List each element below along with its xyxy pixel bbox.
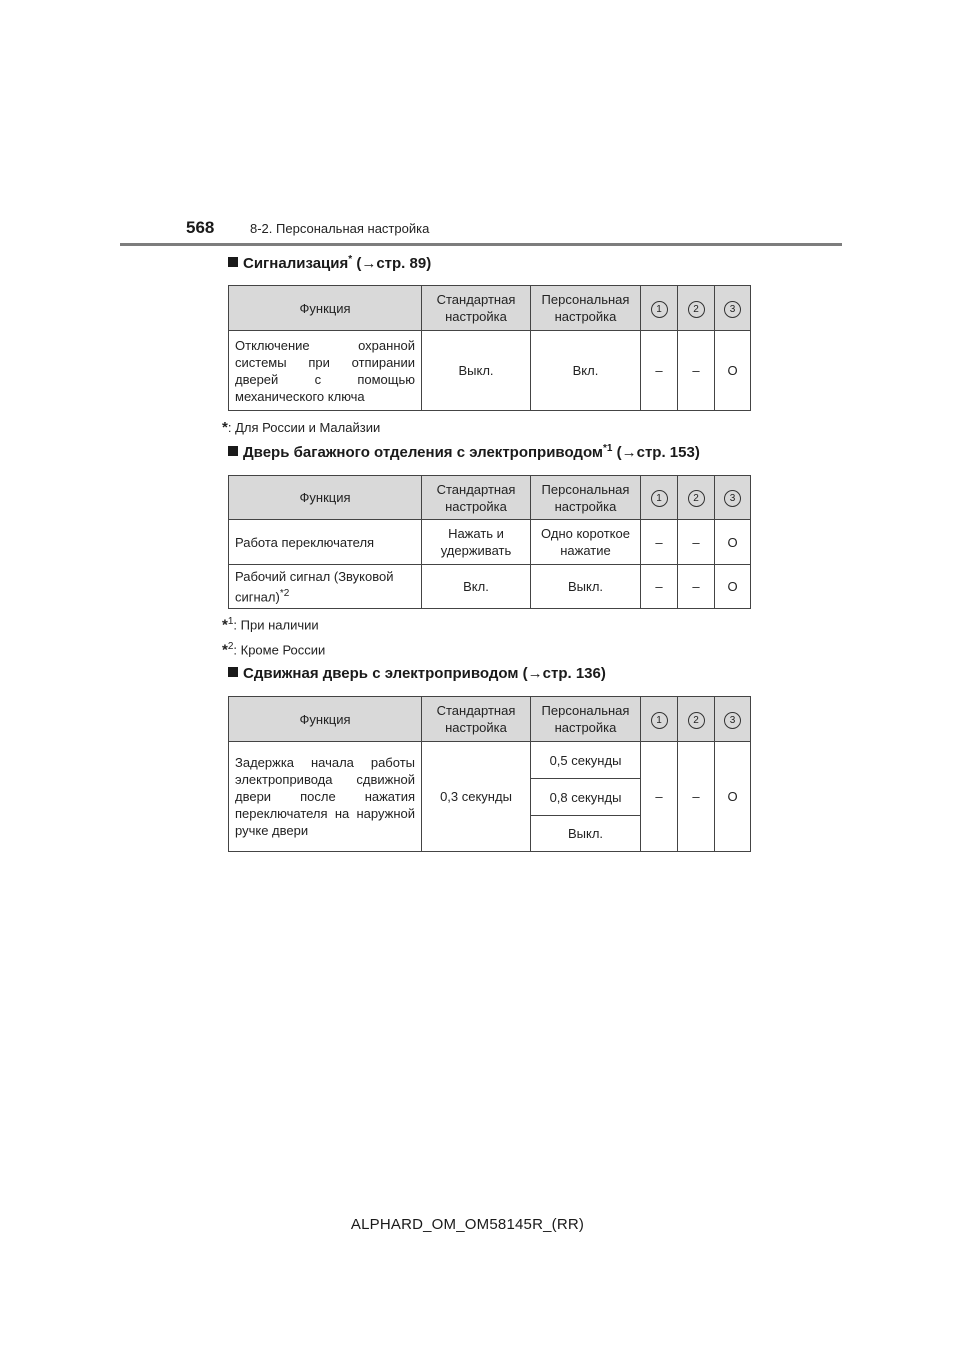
custom-option-cell: Выкл. (531, 816, 641, 852)
col-3 (715, 476, 751, 520)
page-reference: (→стр. 153) (612, 444, 700, 461)
function-cell: Отключение охранной системы при отпирании дверей с помощью механического ключа (229, 331, 422, 411)
function-text: Рабочий сигнал (Звуковой сигнал) (235, 569, 394, 605)
table-header-row (229, 697, 751, 742)
c1-cell: – (641, 520, 678, 565)
table-header-row (229, 286, 751, 331)
default-cell: Выкл. (422, 331, 531, 411)
c2-cell: – (678, 520, 715, 565)
table-row (229, 565, 751, 609)
circled-3-icon: 3 (724, 712, 741, 729)
c3-cell: O (715, 742, 751, 852)
custom-option-cell: 0,5 секунды (531, 742, 641, 779)
page-reference: (→стр. 89) (352, 255, 432, 272)
footnote-star: * (222, 419, 228, 436)
circled-1-icon: 1 (651, 712, 668, 729)
col-3 (715, 286, 751, 331)
section-heading-sliding-door (228, 665, 606, 682)
col-3 (715, 697, 751, 742)
square-bullet-icon (228, 667, 238, 677)
circled-2-icon: 2 (688, 712, 705, 729)
col-default: Стандартная настройка (422, 697, 531, 742)
footnote-text: : Кроме России (233, 642, 326, 658)
footnote-text: : При наличии (233, 617, 319, 633)
table-header-row (229, 476, 751, 520)
col-2 (678, 286, 715, 331)
section-title: Сигнализация (243, 255, 349, 272)
c1-cell: – (641, 565, 678, 609)
col-2 (678, 476, 715, 520)
c2-cell: – (678, 331, 715, 411)
footnote-marker: *2 (279, 588, 290, 599)
footnote-number: 2 (227, 641, 234, 652)
custom-option-cell: 0,8 секунды (531, 779, 641, 816)
header-divider (120, 243, 842, 246)
function-cell: Задержка начала работы электропривода сдвижной двери после нажатия переключателя на наружной ручке двери (229, 742, 422, 852)
circled-1-icon: 1 (651, 490, 668, 507)
section-title: Сдвижная дверь с электроприводом (243, 665, 519, 682)
default-cell: 0,3 секунды (422, 742, 531, 852)
function-cell (229, 565, 422, 609)
document-code-footer (0, 1216, 960, 1233)
col-function: Функция (229, 697, 422, 742)
page-reference: (→стр. 136) (518, 665, 606, 682)
col-1 (641, 286, 678, 331)
footnote (222, 616, 319, 633)
circled-2-icon: 2 (688, 490, 705, 507)
col-1 (641, 476, 678, 520)
table-row (229, 520, 751, 565)
section-title: Дверь багажного отделения с электроприводом (243, 444, 603, 461)
c2-cell: – (678, 742, 715, 852)
col-1 (641, 697, 678, 742)
col-function: Функция (229, 476, 422, 520)
col-default: Стандартная настройка (422, 286, 531, 331)
footnote-star: * (222, 641, 228, 659)
col-custom: Персональная настройка (531, 286, 641, 331)
footnote-star: * (222, 616, 228, 634)
custom-cell: Выкл. (531, 565, 641, 609)
circled-2-icon: 2 (688, 301, 705, 318)
footnote-number: 1 (227, 616, 234, 627)
col-custom: Персональная настройка (531, 697, 641, 742)
default-cell: Вкл. (422, 565, 531, 609)
c3-cell: O (715, 331, 751, 411)
footnote-text: : Для России и Малайзии (227, 420, 381, 435)
circled-3-icon: 3 (724, 490, 741, 507)
table-row (229, 742, 751, 779)
default-cell: Нажать и удерживать (422, 520, 531, 565)
section-heading-alarm (228, 254, 431, 272)
settings-table-alarm (228, 285, 751, 411)
footnote-marker: * (348, 254, 353, 265)
circled-1-icon: 1 (651, 301, 668, 318)
col-custom: Персональная настройка (531, 476, 641, 520)
c3-cell: O (715, 520, 751, 565)
footnote (222, 641, 325, 658)
table-row (229, 331, 751, 411)
footnote (222, 419, 380, 436)
c1-cell: – (641, 742, 678, 852)
footnote-marker: *1 (603, 443, 613, 454)
col-2 (678, 697, 715, 742)
circled-3-icon: 3 (724, 301, 741, 318)
section-heading-back-door (228, 443, 700, 461)
col-function: Функция (229, 286, 422, 331)
square-bullet-icon (228, 446, 238, 456)
document-code: ALPHARD_OM_OM58145R_(RR) (350, 1216, 585, 1233)
settings-table-sliding-door (228, 696, 751, 852)
page-number: 568 (186, 218, 215, 237)
square-bullet-icon (228, 257, 238, 267)
custom-cell: Вкл. (531, 331, 641, 411)
custom-cell: Одно короткое нажатие (531, 520, 641, 565)
c1-cell: – (641, 331, 678, 411)
function-cell: Работа переключателя (229, 520, 422, 565)
col-default: Стандартная настройка (422, 476, 531, 520)
chapter-title: 8-2. Персональная настройка (250, 221, 430, 236)
settings-table-back-door (228, 475, 751, 609)
c2-cell: – (678, 565, 715, 609)
c3-cell: O (715, 565, 751, 609)
